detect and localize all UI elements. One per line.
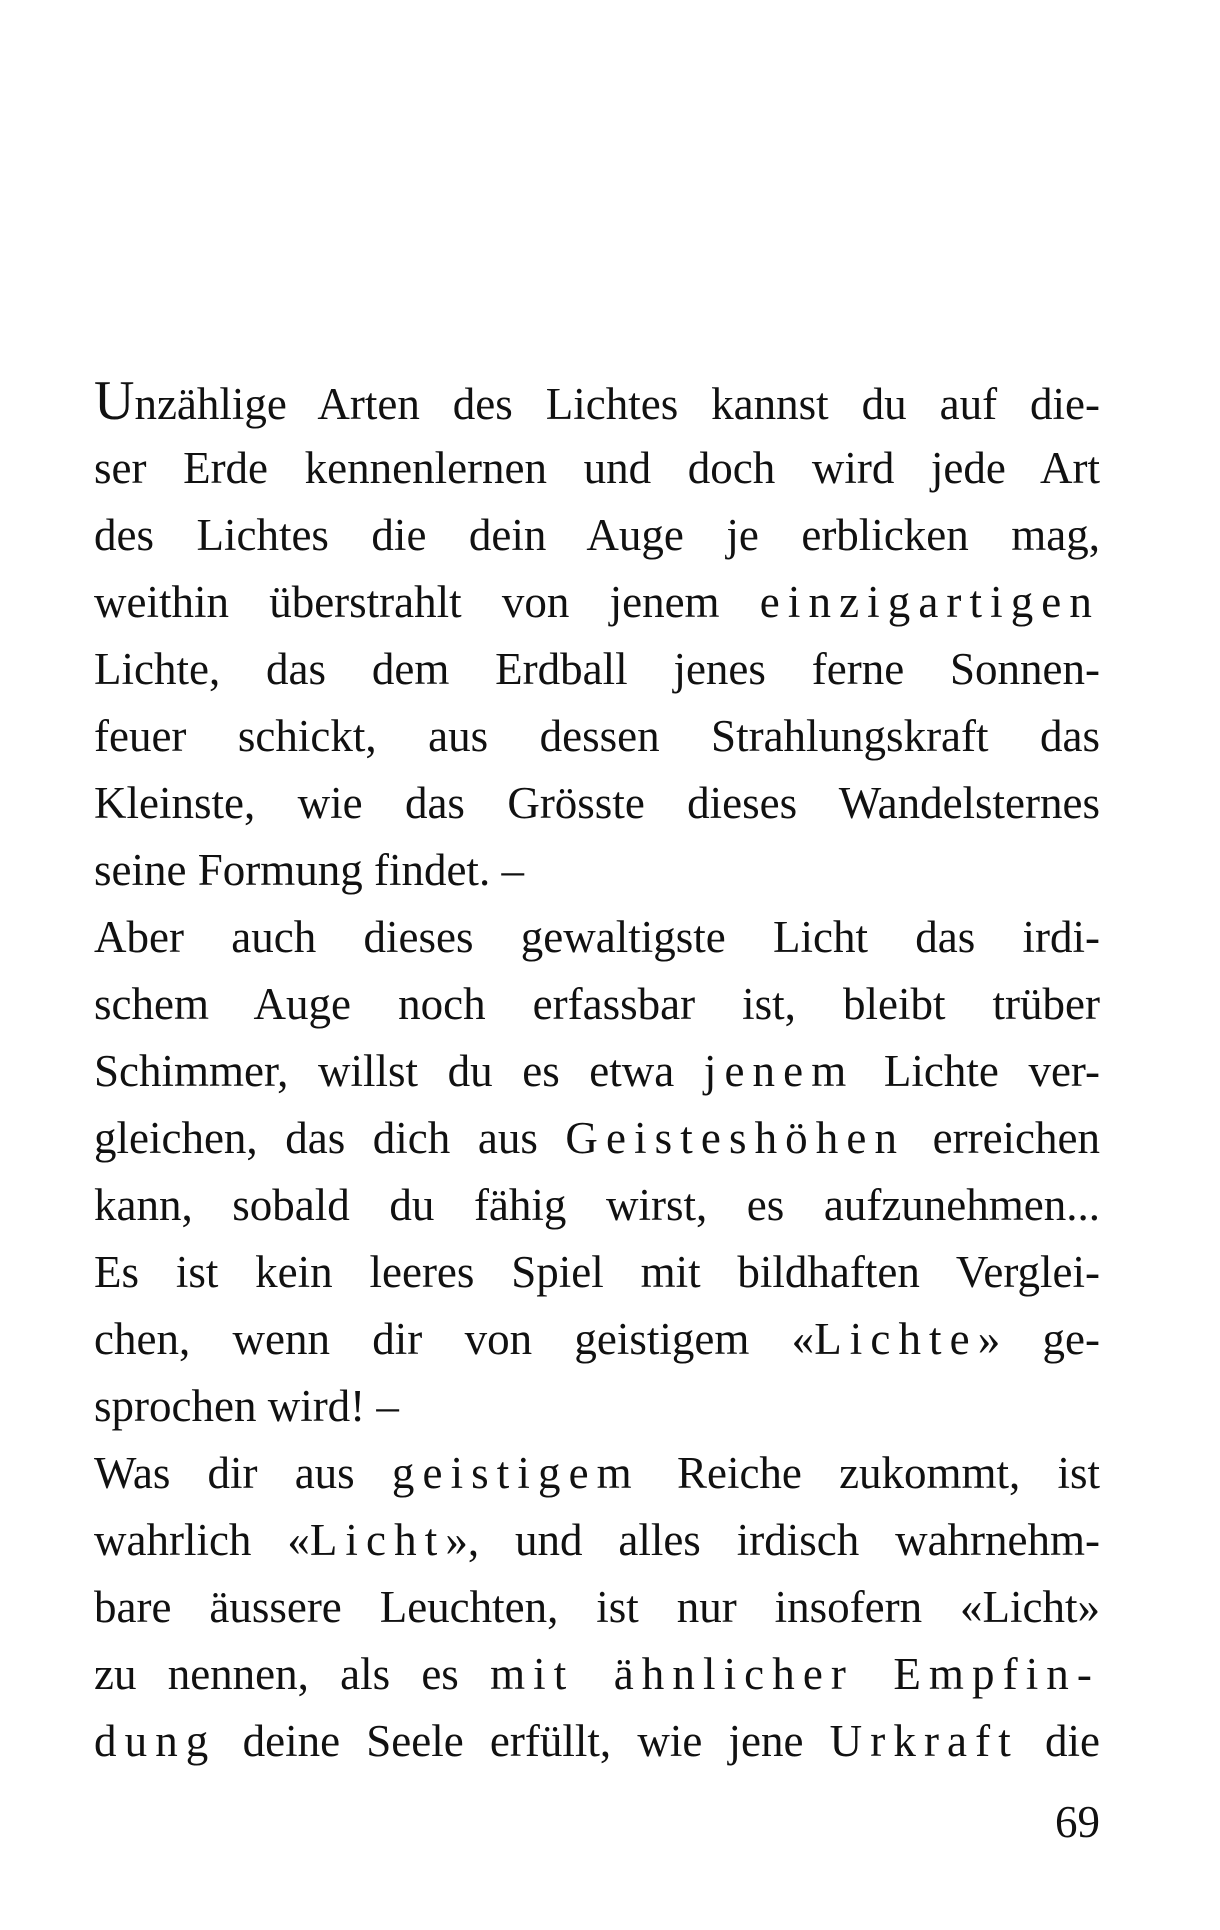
text-run: seine Formung findet. – bbox=[94, 845, 524, 895]
text-line bbox=[94, 368, 1100, 435]
text-line bbox=[94, 636, 1100, 703]
text-line bbox=[94, 1306, 1100, 1373]
text-line bbox=[94, 770, 1100, 837]
text-line bbox=[94, 1373, 1100, 1440]
spaced-emphasis: jenem bbox=[703, 1046, 855, 1096]
page-number: 69 bbox=[1055, 1797, 1100, 1847]
text-line bbox=[94, 1507, 1100, 1574]
text-run: feuer schickt, aus dessen Strahlungskraft das bbox=[94, 711, 1100, 761]
text-run: Lichte, das dem Erdball jenes ferne Sonnen- bbox=[94, 644, 1100, 694]
text-run: » ge- bbox=[977, 1314, 1101, 1364]
text-run: kann, sobald du fähig wirst, es aufzunehmen... bbox=[94, 1180, 1100, 1230]
text-run: Lichte ver- bbox=[854, 1046, 1100, 1096]
text-run: U bbox=[94, 370, 135, 432]
text-line bbox=[94, 1641, 1100, 1708]
text-line bbox=[94, 904, 1100, 971]
text-line bbox=[94, 1574, 1100, 1641]
text-line bbox=[94, 1105, 1100, 1172]
text-line bbox=[94, 1038, 1100, 1105]
text-line bbox=[94, 837, 1100, 904]
text-line bbox=[94, 502, 1100, 569]
spaced-emphasis: Lichte bbox=[814, 1314, 978, 1364]
text-run: bare äussere Leuchten, ist nur insofern «Licht» bbox=[94, 1582, 1100, 1632]
spaced-emphasis: Urkraft bbox=[829, 1716, 1019, 1766]
paragraph bbox=[94, 904, 1100, 1440]
text-line bbox=[94, 971, 1100, 1038]
text-run: nzählige Arten des Lichtes kannst du auf die- bbox=[134, 379, 1100, 429]
text-run: weithin überstrahlt von jenem bbox=[94, 577, 760, 627]
text-line bbox=[94, 569, 1100, 636]
text-run: die bbox=[1018, 1716, 1100, 1766]
spaced-emphasis: dung bbox=[94, 1716, 217, 1766]
text-run: Es ist kein leeres Spiel mit bildhaften Verglei- bbox=[94, 1247, 1100, 1297]
spaced-emphasis: mit ähnlicher Empfin- bbox=[490, 1649, 1100, 1699]
body-text bbox=[94, 368, 1100, 1775]
paragraph bbox=[94, 368, 1100, 904]
text-run: gleichen, das dich aus bbox=[94, 1113, 566, 1163]
text-run: Kleinste, wie das Grösste dieses Wandelsternes bbox=[94, 778, 1100, 828]
text-run: zu nennen, als es bbox=[94, 1649, 491, 1699]
spaced-emphasis: Geisteshöhen bbox=[565, 1113, 906, 1163]
text-line bbox=[94, 1239, 1100, 1306]
text-line bbox=[94, 703, 1100, 770]
spaced-emphasis: geistigem bbox=[391, 1448, 640, 1498]
text-run: Schimmer, willst du es etwa bbox=[94, 1046, 704, 1096]
text-run: erreichen bbox=[905, 1113, 1100, 1163]
text-line bbox=[94, 1172, 1100, 1239]
spaced-emphasis: einzigartigen bbox=[759, 577, 1100, 627]
text-run: chen, wenn dir von geistigem « bbox=[94, 1314, 815, 1364]
text-line bbox=[94, 435, 1100, 502]
text-line bbox=[94, 1708, 1100, 1775]
text-run: des Lichtes die dein Auge je erblicken mag, bbox=[94, 510, 1100, 560]
text-run: schem Auge noch erfassbar ist, bleibt trüber bbox=[94, 979, 1100, 1029]
text-line bbox=[94, 1440, 1100, 1507]
text-run: sprochen wird! – bbox=[94, 1381, 399, 1431]
spaced-emphasis: Licht bbox=[309, 1515, 446, 1565]
text-run: ser Erde kennenlernen und doch wird jede Art bbox=[94, 443, 1100, 493]
text-run: Reiche zukommt, ist bbox=[639, 1448, 1101, 1498]
text-run: Was dir aus bbox=[94, 1448, 392, 1498]
text-run: deine Seele erfüllt, wie jene bbox=[216, 1716, 830, 1766]
paragraph bbox=[94, 1440, 1100, 1775]
text-run: », und alles irdisch wahrnehm- bbox=[445, 1515, 1101, 1565]
text-run: Aber auch dieses gewaltigste Licht das irdi- bbox=[94, 912, 1100, 962]
text-run: wahrlich « bbox=[94, 1515, 310, 1565]
